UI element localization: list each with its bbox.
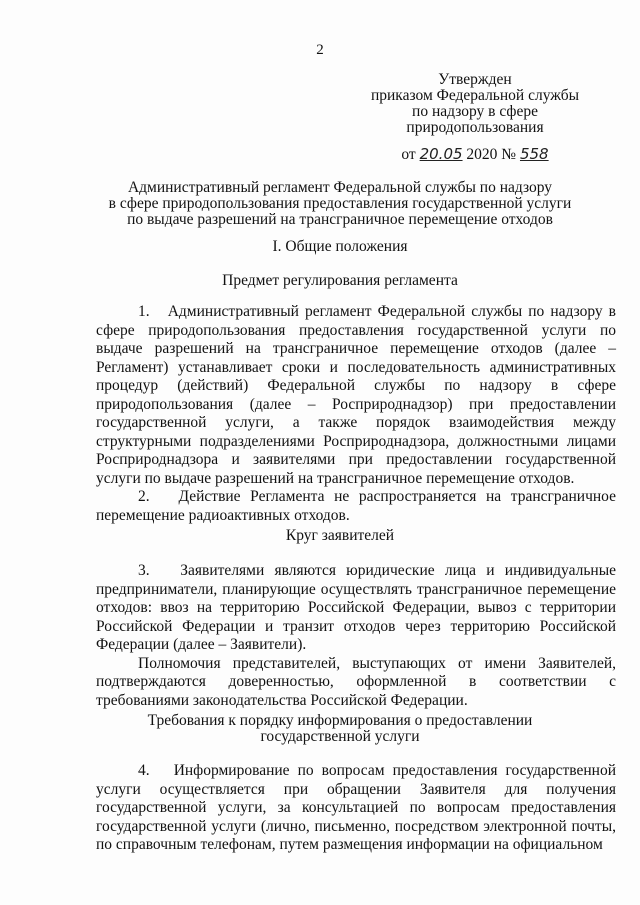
title-line: Административный регламент Федеральной службы по надзору: [127, 179, 553, 196]
paragraph: Полномочия представителей, выступающих от имени Заявителей, подтверждаются доверенностью, оформленной в соответствии с требованиями законодательства Российской Федерации.: [96, 654, 616, 709]
approval-line: приказом Федеральной службы: [370, 87, 580, 104]
subsection-heading: [0, 713, 640, 745]
subsection-heading-line: государственной услуги: [260, 728, 420, 745]
subsection-heading: Предмет регулирования регламента: [222, 272, 458, 289]
paragraph: 2. Действие Регламента не распространяется на трансграничное перемещение радиоактивных отходов.: [96, 488, 616, 524]
approval-stamp: [360, 72, 590, 163]
paragraph-block: [96, 562, 616, 710]
handwritten-order-number: 558: [519, 145, 549, 163]
paragraph: 4. Информирование по вопросам предоставления государственной услуги осуществляется при обращении Заявителя для получения государственной услуги, за консультацией по вопросам предоставления государственной услуги (лично, письменно, посредством электронной почты, по справочным телефонам, путем размещения информации на официальном: [96, 762, 616, 853]
subsection-heading: Круг заявителей: [285, 527, 395, 544]
document-title: [90, 180, 590, 228]
year-number-label: 2020 №: [466, 146, 517, 163]
paragraph-block: [96, 303, 616, 525]
paragraph: 1. Административный регламент Федеральной службы по надзору в сфере природопользования предоставления государственной услуги по выдаче разрешений на трансграничное перемещение отходов (далее – Регламент) устанавливает сроки и последовательность административных процедур (действий) Федеральной службы по надзору в сфере природопользования (далее – Росприроднадзор) при предоставлении государственной услуги, а также порядок взаимодействия между структурными подразделениями Росприроднадзора, должностными лицами Росприроднадзора и заявителями при предоставлении государственной услуги по выдаче разрешений на трансграничное перемещение отходов.: [96, 303, 616, 487]
paragraph-block: [96, 762, 616, 855]
page-number: 2: [316, 42, 324, 58]
approval-line: природопользования: [406, 119, 544, 136]
section-heading: I. Общие положения: [272, 238, 408, 255]
approval-date-line: [360, 146, 590, 163]
date-prefix: от: [401, 146, 416, 163]
approval-line: по надзору в сфере: [412, 103, 538, 120]
approval-line: Утвержден: [438, 71, 512, 88]
paragraph: 3. Заявителями являются юридические лица и индивидуальные предприниматели, планирующие осуществлять трансграничное перемещение отходов: ввоз на территорию Российской Федерации, вывоз с территории Российской Федерации и транзит отходов через территорию Российской Федерации (далее – Заявители).: [96, 562, 616, 653]
subsection-heading-line: Требования к порядку информирования о предоставлении: [147, 712, 533, 729]
title-line: в сфере природопользования предоставления государственной услуги: [108, 195, 572, 212]
title-line: по выдаче разрешений на трансграничное перемещение отходов: [127, 211, 553, 228]
handwritten-date: 20.05: [419, 145, 463, 163]
